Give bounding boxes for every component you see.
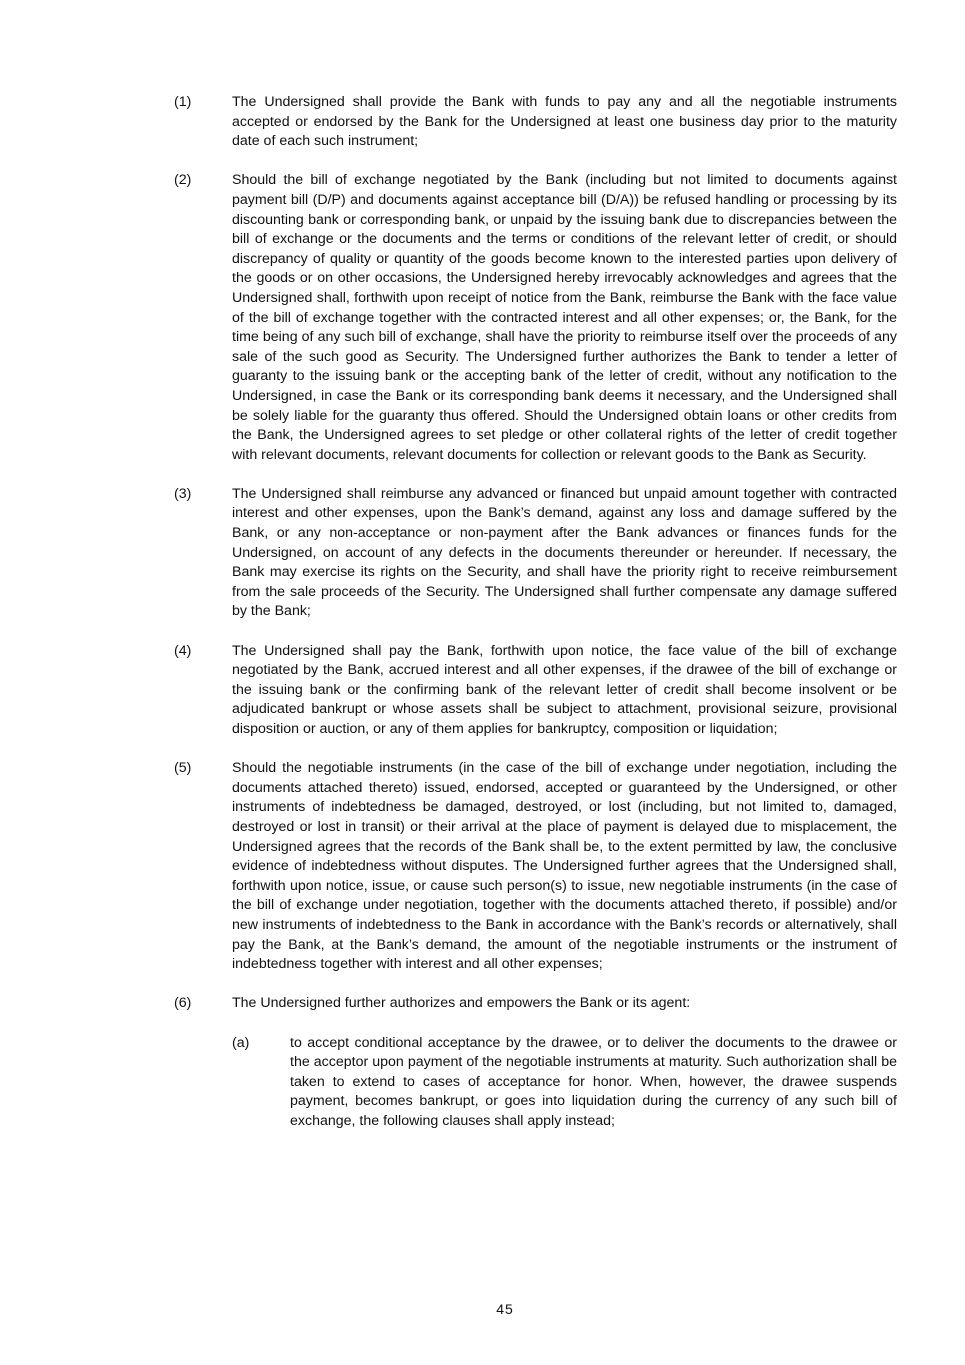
clause-6 <box>174 994 897 1131</box>
clause-text: The Undersigned further authorizes and empowers the Bank or its agent: <box>232 995 691 1012</box>
clause-4 <box>174 642 897 740</box>
clause-number: (5) <box>174 760 192 777</box>
clause-body <box>232 642 897 740</box>
clause-number: (6) <box>174 995 192 1012</box>
clause-text: The Undersigned shall reimburse any advanced or financed but unpaid amount together with contracted interest and other expenses, upon the Bank’s demand, against any loss and damage suffered by the Bank, or any non-acceptance or non-payment after the Bank advances or finances funds for the Undersigned, on account of any defects in the documents thereunder or hereunder. If necessary, the Bank may exercise its rights on the Security, and shall have the priority right to receive reimbursement from the sale proceeds of the Security. The Undersigned shall further compensate any damage suffered by the Bank; <box>232 485 897 620</box>
clause-body <box>232 994 897 1131</box>
clause-body <box>232 485 897 622</box>
clause-number: (4) <box>174 642 192 659</box>
clause-list <box>174 93 897 1151</box>
sub-clause-number: (a) <box>232 1034 250 1051</box>
sub-clause-text: to accept conditional acceptance by the drawee, or to deliver the documents to the drawee or the acceptor upon payment of the negotiable instruments at maturity. Such authorization shall be taken to extend to cases of acceptance for honor. When, however, the drawee suspends payment, becomes bankrupt, or goes into liquidation during the currency of any such bill of exchange, the following clauses shall apply instead; <box>290 1034 897 1129</box>
clause-number: (3) <box>174 485 192 502</box>
clause-text: Should the negotiable instruments (in the case of the bill of exchange under negotiation, including the documents attached thereto) issued, endorsed, accepted or guaranteed by the Undersigned, or other instruments of indebtedness be damaged, destroyed, or lost (including, but not limited to, damaged, destroyed or lost in transit) or their arrival at the place of payment is delayed due to misplacement, the Undersigned agrees that the records of the Bank shall be, to the extent permitted by law, the conclusive evidence of indebtedness without disputes. The Undersigned further agrees that the Undersigned shall, forthwith upon notice, issue, or cause such person(s) to issue, new negotiable instruments (in the case of the bill of exchange under negotiation, together with the documents attached thereto, if possible) and/or new instruments of indebtedness to the Bank in accordance with the Bank’s records or alternatively, shall pay the Bank, at the Bank’s demand, the amount of the negotiable instruments or the instrument of indebtedness together with interest and all other expenses; <box>232 760 897 973</box>
clause-text: The Undersigned shall provide the Bank with funds to pay any and all the negotiable instruments accepted or endorsed by the Bank for the Undersigned at least one business day prior to the maturity date of each such instrument; <box>232 94 897 150</box>
clause-5 <box>174 759 897 975</box>
clause-body <box>232 171 897 465</box>
clause-text: The Undersigned shall pay the Bank, forthwith upon notice, the face value of the bill of exchange negotiated by the Bank, accrued interest and all other expenses, if the drawee of the bill of exchange or the issuing bank or the confirming bank of the relevant letter of credit shall become insolvent or be adjudicated bankrupt or whose assets shall be subject to attachment, provisional seizure, provisional disposition or auction, or any of them applies for bankruptcy, composition or liquidation; <box>232 642 897 737</box>
clause-text: Should the bill of exchange negotiated by the Bank (including but not limited to documents against payment bill (D/P) and documents against acceptance bill (D/A)) be refused handling or processing by its discounting bank or corresponding bank, or unpaid by the issuing bank due to discrepancies between the bill of exchange or the documents and the terms or conditions of the relevant letter of credit, or should discrepancy of quality or quantity of the goods become known to the interested parties upon delivery of the goods or on other occasions, the Undersigned hereby irrevocably acknowledges and agrees that the Undersigned shall, forthwith upon receipt of notice from the Bank, reimburse the Bank with the face value of the bill of exchange together with the contracted interest and all other expenses; or, the Bank, for the time being of any such bill of exchange, shall have the priority to reimburse itself over the proceeds of any sale of the such good as Security. The Undersigned further authorizes the Bank to tender a letter of guaranty to the issuing bank or the accepting bank of the letter of credit, without any notification to the Undersigned, in case the Bank or its corresponding bank deems it necessary, and the Undersigned shall be solely liable for the guaranty thus offered. Should the Undersigned obtain loans or other credits from the Bank, the Undersigned agrees to set pledge or other collateral rights of the letter of credit together with relevant documents, relevant documents for collection or relevant goods to the Bank as Security. <box>232 172 897 463</box>
clause-number: (1) <box>174 94 192 110</box>
clause-number: (2) <box>174 172 192 189</box>
clause-body <box>232 93 897 152</box>
page-number: 45 <box>496 1301 514 1317</box>
clause-2 <box>174 171 897 465</box>
sub-clause-a <box>232 1034 897 1132</box>
clause-1 <box>174 93 897 152</box>
clause-body <box>232 759 897 975</box>
clause-3 <box>174 485 897 622</box>
